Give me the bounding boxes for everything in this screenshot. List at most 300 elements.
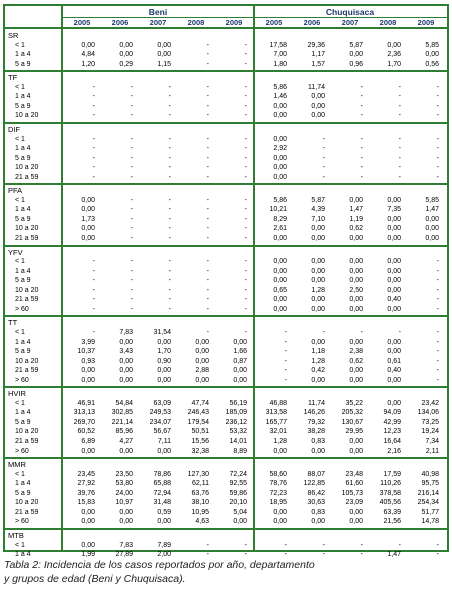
beni-cell: 0,00 — [119, 518, 133, 526]
beni-cell: - — [92, 305, 95, 313]
age-group-label: 1 a 4 — [15, 51, 31, 59]
beni-cell: 0,00 — [195, 357, 209, 365]
chuquisaca-cell: 1,80 — [273, 60, 287, 68]
age-group-label: 1 a 4 — [15, 206, 31, 214]
beni-cell: 23,50 — [115, 470, 133, 478]
chuquisaca-cell: - — [398, 145, 401, 153]
beni-cell: 269,70 — [73, 418, 95, 426]
age-group-label: 10 a 20 — [15, 357, 39, 365]
beni-cell: - — [244, 286, 247, 294]
age-group-label: < 1 — [15, 258, 25, 266]
year-header-beni: 2006 — [111, 18, 129, 27]
beni-cell: 0,00 — [157, 376, 171, 384]
chuquisaca-cell: 0,00 — [273, 277, 287, 285]
chuquisaca-cell: 0,56 — [425, 60, 439, 68]
beni-cell: 0,00 — [233, 338, 247, 346]
chuquisaca-cell: 51,77 — [421, 508, 439, 516]
chuquisaca-cell: 7,35 — [387, 206, 401, 214]
chuquisaca-cell: 14,78 — [421, 518, 439, 526]
chuquisaca-cell: 17,58 — [269, 41, 287, 49]
chuquisaca-cell: 0,00 — [273, 135, 287, 143]
dept-header-chuquisaca: Chuquisaca — [325, 7, 375, 17]
chuquisaca-cell: 122,85 — [303, 480, 325, 488]
header-bottom-rule — [5, 27, 447, 29]
chuquisaca-cell: 105,73 — [341, 489, 363, 497]
chuquisaca-cell: 0,00 — [387, 399, 401, 407]
beni-cell: 0,00 — [157, 447, 171, 455]
chuquisaca-cell: 0,00 — [311, 277, 325, 285]
beni-cell: 31,54 — [153, 328, 171, 336]
beni-cell: - — [92, 145, 95, 153]
beni-cell: - — [244, 112, 247, 120]
chuquisaca-cell: 0,00 — [387, 215, 401, 223]
chuquisaca-cell: - — [322, 145, 325, 153]
beni-cell: - — [206, 215, 209, 223]
beni-cell: - — [168, 277, 171, 285]
beni-cell: - — [244, 267, 247, 275]
section-divider — [5, 70, 447, 72]
chuquisaca-cell: - — [436, 296, 439, 304]
beni-cell: 32,38 — [191, 447, 209, 455]
chuquisaca-cell: 0,00 — [311, 518, 325, 526]
chuquisaca-cell: - — [436, 286, 439, 294]
beni-cell: 31,48 — [153, 499, 171, 507]
chuquisaca-cell: 4,39 — [311, 206, 325, 214]
beni-cell: - — [92, 277, 95, 285]
chuquisaca-cell: 0,00 — [311, 112, 325, 120]
chuquisaca-cell: - — [436, 154, 439, 162]
chuquisaca-cell: 0,00 — [425, 235, 439, 242]
beni-cell: - — [92, 296, 95, 304]
age-group-label: 1 a 4 — [15, 267, 31, 275]
beni-cell: - — [92, 93, 95, 101]
chuquisaca-cell: 0,00 — [273, 164, 287, 172]
chuquisaca-cell: 0,00 — [349, 196, 363, 204]
chuquisaca-cell: - — [436, 267, 439, 275]
chuquisaca-cell: 0,00 — [273, 154, 287, 162]
section-divider — [5, 183, 447, 185]
beni-cell: 0,00 — [81, 41, 95, 49]
chuquisaca-cell: 5,86 — [273, 196, 287, 204]
beni-cell: - — [244, 235, 247, 242]
beni-cell: - — [168, 164, 171, 172]
chuquisaca-cell: 1,19 — [349, 215, 363, 223]
chuquisaca-cell: 134,06 — [417, 409, 439, 417]
chuquisaca-cell: 0,00 — [273, 173, 287, 181]
beni-cell: - — [244, 305, 247, 313]
beni-cell: 1,73 — [81, 215, 95, 223]
beni-cell: 56,67 — [153, 428, 171, 436]
beni-cell: 0,93 — [81, 357, 95, 365]
beni-cell: 0,00 — [157, 338, 171, 346]
chuquisaca-cell: - — [398, 154, 401, 162]
chuquisaca-cell: 1,57 — [311, 60, 325, 68]
age-group-label: 10 a 20 — [15, 164, 39, 172]
chuquisaca-cell: - — [436, 83, 439, 91]
chuquisaca-cell: 0,00 — [425, 51, 439, 59]
chuquisaca-cell: 1,17 — [311, 51, 325, 59]
chuquisaca-cell: - — [284, 348, 287, 356]
chuquisaca-cell: - — [436, 164, 439, 172]
beni-cell: 0,59 — [157, 508, 171, 516]
beni-cell: 5,04 — [233, 508, 247, 516]
beni-cell: - — [244, 206, 247, 214]
beni-cell: - — [92, 83, 95, 91]
chuquisaca-cell: 254,34 — [417, 499, 439, 507]
chuquisaca-cell: - — [284, 328, 287, 336]
beni-cell: 14,01 — [229, 438, 247, 445]
year-header-chuquisaca: 2009 — [417, 18, 435, 27]
beni-cell: - — [244, 51, 247, 59]
beni-cell: 0,00 — [119, 508, 133, 516]
chuquisaca-cell: - — [322, 135, 325, 143]
chuquisaca-cell: - — [436, 135, 439, 143]
chuquisaca-cell: 0,00 — [349, 508, 363, 516]
beni-cell: - — [130, 277, 133, 285]
beni-cell: 15,56 — [191, 438, 209, 445]
chuquisaca-cell: - — [322, 164, 325, 172]
chuquisaca-cell: - — [360, 145, 363, 153]
beni-cell: 54,84 — [115, 399, 133, 407]
chuquisaca-cell: 313,58 — [265, 409, 287, 417]
chuquisaca-cell: - — [284, 551, 287, 559]
beni-cell: - — [168, 235, 171, 242]
chuquisaca-cell: 16,64 — [383, 438, 401, 445]
beni-cell: 0,00 — [81, 541, 95, 549]
chuquisaca-cell: - — [436, 102, 439, 110]
beni-cell: - — [244, 145, 247, 153]
chuquisaca-cell: - — [436, 277, 439, 285]
caption-line-1: Tabla 2: Incidencia de los casos reportados por año, departamento — [4, 559, 315, 571]
chuquisaca-cell: 0,00 — [311, 305, 325, 313]
beni-cell: - — [244, 215, 247, 223]
year-header-beni: 2007 — [149, 18, 167, 27]
section-label-dif: DIF — [8, 124, 21, 134]
chuquisaca-cell: - — [322, 328, 325, 336]
beni-cell: - — [206, 305, 209, 313]
age-group-label: 1 a 4 — [15, 93, 31, 101]
beni-cell: 10,95 — [191, 508, 209, 516]
chuquisaca-cell: 0,00 — [311, 447, 325, 455]
chuquisaca-cell: - — [436, 173, 439, 181]
table-caption — [4, 558, 444, 586]
age-group-label: 21 a 59 — [15, 438, 39, 445]
section-label-tt: TT — [8, 318, 18, 328]
chuquisaca-cell: 0,00 — [425, 225, 439, 233]
beni-cell: - — [206, 173, 209, 181]
age-group-label: > 60 — [15, 305, 29, 313]
chuquisaca-cell: 0,00 — [273, 258, 287, 266]
beni-cell: 50,51 — [191, 428, 209, 436]
chuquisaca-cell: 1,47 — [387, 551, 401, 559]
label-column-separator — [61, 6, 63, 550]
chuquisaca-cell: 0,00 — [387, 338, 401, 346]
beni-cell: 221,14 — [111, 418, 133, 426]
beni-cell: - — [130, 196, 133, 204]
beni-cell: 127,30 — [187, 470, 209, 478]
age-group-label: < 1 — [15, 196, 25, 204]
chuquisaca-cell: 0,00 — [311, 338, 325, 346]
beni-cell: - — [244, 328, 247, 336]
beni-cell: 2,88 — [195, 367, 209, 375]
chuquisaca-cell: - — [360, 551, 363, 559]
chuquisaca-cell: - — [360, 328, 363, 336]
beni-cell: 0,00 — [233, 518, 247, 526]
beni-cell: 0,00 — [119, 376, 133, 384]
beni-cell: - — [206, 41, 209, 49]
beni-cell: - — [206, 93, 209, 101]
beni-cell: 4,63 — [195, 518, 209, 526]
beni-cell: 78,86 — [153, 470, 171, 478]
chuquisaca-cell: 0,00 — [387, 258, 401, 266]
beni-cell: 0,87 — [233, 357, 247, 365]
chuquisaca-cell: - — [398, 173, 401, 181]
beni-cell: - — [130, 135, 133, 143]
beni-cell: 8,89 — [233, 447, 247, 455]
beni-cell: - — [244, 541, 247, 549]
beni-cell: - — [130, 215, 133, 223]
beni-cell: - — [92, 112, 95, 120]
beni-cell: 38,10 — [191, 499, 209, 507]
beni-cell: - — [244, 277, 247, 285]
chuquisaca-cell: - — [436, 328, 439, 336]
chuquisaca-cell: - — [322, 154, 325, 162]
chuquisaca-cell: - — [284, 357, 287, 365]
chuquisaca-cell: - — [436, 305, 439, 313]
chuquisaca-cell: - — [360, 93, 363, 101]
chuquisaca-cell: 5,85 — [425, 196, 439, 204]
chuquisaca-cell: 0,65 — [273, 286, 287, 294]
beni-cell: 0,00 — [157, 51, 171, 59]
beni-cell: - — [206, 225, 209, 233]
chuquisaca-cell: 1,18 — [311, 348, 325, 356]
chuquisaca-cell: 0,00 — [349, 258, 363, 266]
chuquisaca-cell: 0,00 — [349, 518, 363, 526]
beni-cell: - — [92, 267, 95, 275]
beni-cell: - — [206, 206, 209, 214]
beni-cell: - — [130, 102, 133, 110]
chuquisaca-cell: 0,00 — [311, 376, 325, 384]
age-group-label: 5 a 9 — [15, 154, 31, 162]
beni-cell: 0,00 — [157, 518, 171, 526]
section-label-tf: TF — [8, 73, 18, 83]
beni-cell: 27,92 — [77, 480, 95, 488]
beni-cell: - — [130, 93, 133, 101]
chuquisaca-cell: - — [360, 135, 363, 143]
age-group-label: 21 a 59 — [15, 296, 39, 304]
beni-cell: - — [206, 102, 209, 110]
beni-cell: - — [130, 267, 133, 275]
beni-cell: - — [92, 286, 95, 294]
chuquisaca-cell: 0,00 — [349, 438, 363, 445]
beni-cell: - — [244, 296, 247, 304]
beni-cell: - — [130, 173, 133, 181]
age-group-label: 5 a 9 — [15, 418, 31, 426]
department-separator — [253, 6, 255, 550]
chuquisaca-cell: 0,00 — [273, 267, 287, 275]
chuquisaca-cell: 0,96 — [349, 60, 363, 68]
chuquisaca-cell: 0,00 — [387, 348, 401, 356]
section-label-pfa: PFA — [8, 186, 23, 196]
chuquisaca-cell: - — [398, 93, 401, 101]
chuquisaca-cell: 19,24 — [421, 428, 439, 436]
section-divider — [5, 315, 447, 317]
chuquisaca-cell: - — [436, 367, 439, 375]
chuquisaca-cell: 0,00 — [387, 305, 401, 313]
chuquisaca-cell: 0,00 — [273, 112, 287, 120]
beni-cell: 0,00 — [157, 41, 171, 49]
beni-cell: - — [168, 93, 171, 101]
chuquisaca-cell: 0,00 — [273, 518, 287, 526]
beni-cell: - — [130, 225, 133, 233]
chuquisaca-cell: - — [398, 328, 401, 336]
beni-cell: - — [130, 154, 133, 162]
chuquisaca-cell: - — [398, 102, 401, 110]
chuquisaca-cell: 0,00 — [311, 296, 325, 304]
beni-cell: - — [168, 154, 171, 162]
age-group-label: 10 a 20 — [15, 225, 39, 233]
chuquisaca-cell: 7,00 — [273, 51, 287, 59]
year-header-chuquisaca: 2007 — [341, 18, 359, 27]
beni-cell: 1,15 — [157, 60, 171, 68]
beni-cell: - — [130, 235, 133, 242]
beni-cell: - — [206, 51, 209, 59]
section-divider — [5, 457, 447, 459]
chuquisaca-cell: - — [398, 112, 401, 120]
beni-cell: 0,00 — [157, 367, 171, 375]
chuquisaca-cell: 5,87 — [349, 41, 363, 49]
year-header-beni: 2008 — [187, 18, 205, 27]
chuquisaca-cell: 0,00 — [311, 225, 325, 233]
incidence-table — [3, 4, 449, 559]
beni-cell: 63,09 — [153, 399, 171, 407]
beni-cell: - — [244, 225, 247, 233]
chuquisaca-cell: 2,36 — [387, 51, 401, 59]
beni-cell: - — [168, 305, 171, 313]
chuquisaca-cell: 42,99 — [383, 418, 401, 426]
chuquisaca-cell: 23,09 — [345, 499, 363, 507]
chuquisaca-cell: 0,00 — [349, 447, 363, 455]
chuquisaca-cell: - — [360, 102, 363, 110]
chuquisaca-cell: 5,86 — [273, 83, 287, 91]
beni-cell: 7,83 — [119, 541, 133, 549]
age-group-label: > 60 — [15, 447, 29, 455]
chuquisaca-cell: 29,36 — [307, 41, 325, 49]
chuquisaca-cell: - — [436, 357, 439, 365]
beni-cell: 3,43 — [119, 348, 133, 356]
chuquisaca-cell: 165,77 — [265, 418, 287, 426]
chuquisaca-cell: 0,00 — [311, 93, 325, 101]
age-group-label: < 1 — [15, 135, 25, 143]
beni-cell: - — [206, 296, 209, 304]
chuquisaca-cell: 0,00 — [311, 102, 325, 110]
chuquisaca-cell: 0,00 — [311, 258, 325, 266]
beni-cell: 0,00 — [233, 367, 247, 375]
chuquisaca-cell: - — [360, 164, 363, 172]
beni-cell: - — [244, 164, 247, 172]
beni-cell: 234,07 — [149, 418, 171, 426]
beni-cell: 7,11 — [157, 438, 171, 445]
chuquisaca-cell: - — [436, 145, 439, 153]
chuquisaca-cell: 146,26 — [303, 409, 325, 417]
chuquisaca-cell: 0,00 — [387, 41, 401, 49]
chuquisaca-cell: 8,29 — [273, 215, 287, 223]
beni-cell: 246,43 — [187, 409, 209, 417]
chuquisaca-cell: - — [398, 135, 401, 143]
chuquisaca-cell: - — [322, 551, 325, 559]
beni-cell: 72,24 — [229, 470, 247, 478]
chuquisaca-cell: 0,00 — [349, 51, 363, 59]
chuquisaca-cell: 11,74 — [308, 399, 325, 407]
chuquisaca-cell: 0,00 — [273, 102, 287, 110]
chuquisaca-cell: 0,40 — [387, 367, 401, 375]
beni-cell: - — [92, 154, 95, 162]
beni-cell: 0,00 — [81, 206, 95, 214]
beni-cell: 0,29 — [119, 60, 133, 68]
beni-cell: - — [244, 83, 247, 91]
section-divider — [5, 528, 447, 530]
chuquisaca-cell: 0,83 — [311, 508, 325, 516]
beni-cell: 3,99 — [81, 338, 95, 346]
chuquisaca-cell: - — [284, 367, 287, 375]
age-group-label: 10 a 20 — [15, 112, 39, 120]
beni-cell: 65,88 — [153, 480, 171, 488]
age-group-label: 21 a 59 — [15, 235, 39, 242]
age-group-label: 21 a 59 — [15, 367, 39, 375]
beni-cell: 1,66 — [233, 348, 247, 356]
beni-cell: - — [168, 225, 171, 233]
beni-cell: 0,00 — [81, 367, 95, 375]
beni-cell: 0,00 — [81, 196, 95, 204]
chuquisaca-cell: 86,42 — [307, 489, 325, 497]
beni-cell: 185,09 — [225, 409, 247, 417]
beni-cell: - — [206, 83, 209, 91]
beni-cell: 92,55 — [229, 480, 247, 488]
chuquisaca-cell: 0,00 — [349, 338, 363, 346]
age-group-label: > 60 — [15, 376, 29, 384]
chuquisaca-cell: - — [360, 541, 363, 549]
beni-cell: - — [206, 328, 209, 336]
chuquisaca-cell: 17,59 — [383, 470, 401, 478]
beni-cell: 46,91 — [77, 399, 95, 407]
chuquisaca-cell: - — [360, 112, 363, 120]
chuquisaca-cell: 0,00 — [349, 277, 363, 285]
chuquisaca-cell: - — [360, 173, 363, 181]
chuquisaca-cell: 0,42 — [311, 367, 325, 375]
beni-cell: - — [206, 196, 209, 204]
chuquisaca-cell: 78,76 — [269, 480, 287, 488]
beni-cell: - — [244, 258, 247, 266]
age-group-label: 21 a 59 — [15, 508, 39, 516]
chuquisaca-cell: 0,83 — [311, 438, 325, 445]
chuquisaca-cell: 378,58 — [379, 489, 401, 497]
chuquisaca-cell: 0,61 — [387, 357, 401, 365]
age-group-label: 1 a 4 — [15, 551, 31, 559]
beni-cell: 1,70 — [157, 348, 171, 356]
chuquisaca-cell: 0,00 — [273, 235, 287, 242]
chuquisaca-cell: 205,32 — [341, 409, 363, 417]
age-group-label: 1 a 4 — [15, 480, 31, 488]
chuquisaca-cell: 5,87 — [311, 196, 325, 204]
chuquisaca-cell: 35,22 — [345, 399, 363, 407]
beni-cell: - — [168, 145, 171, 153]
chuquisaca-cell: 40,98 — [421, 470, 439, 478]
beni-cell: - — [168, 296, 171, 304]
chuquisaca-cell: 63,39 — [383, 508, 401, 516]
beni-cell: 4,27 — [119, 438, 133, 445]
beni-cell: 0,00 — [119, 41, 133, 49]
chuquisaca-cell: 38,28 — [307, 428, 325, 436]
